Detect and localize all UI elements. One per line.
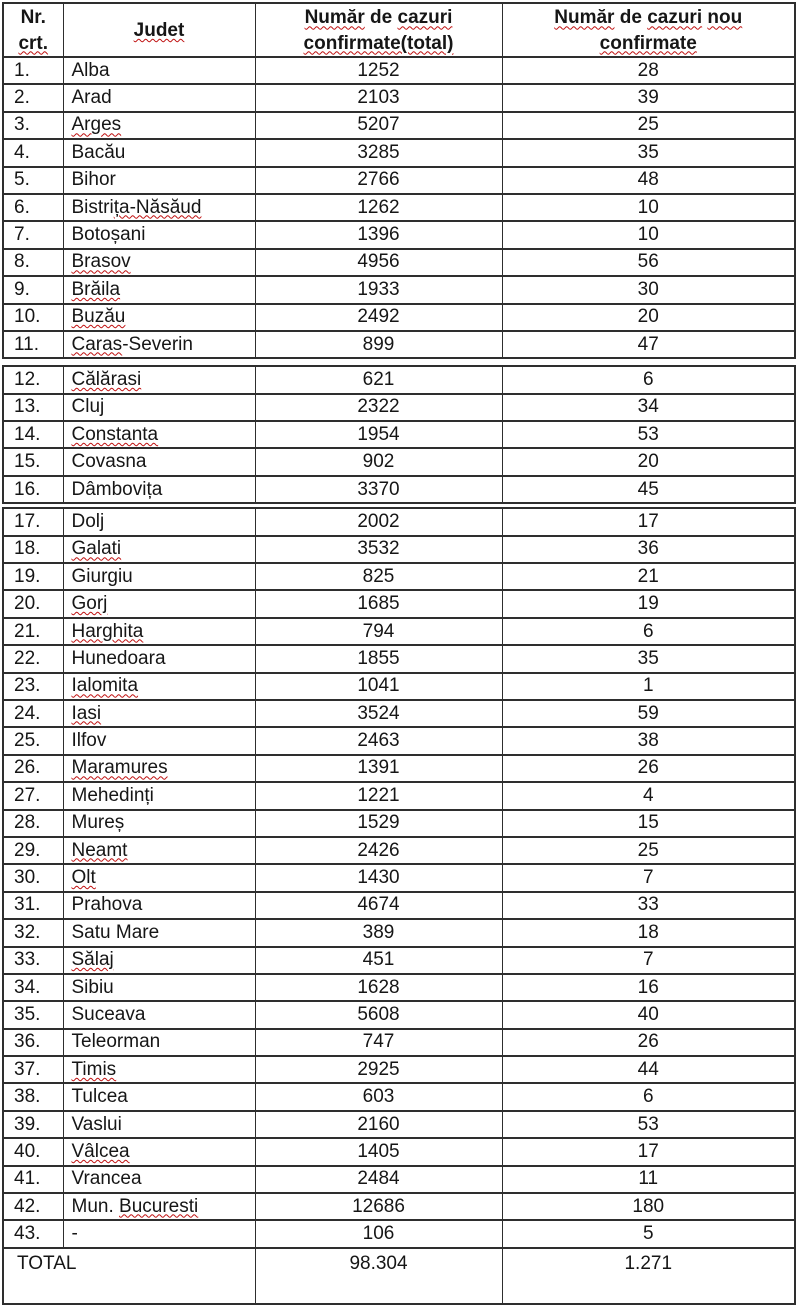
new-cases-cell: 48 (502, 167, 795, 194)
total-cases-cell: 1954 (255, 421, 502, 448)
table-row (3, 1193, 795, 1220)
total-cases-cell: 2426 (255, 837, 502, 864)
county-misspelled-text: Constanta (71, 423, 159, 445)
table-row (3, 276, 795, 303)
header-line (261, 31, 497, 56)
table-row (3, 331, 795, 358)
table-row (3, 810, 795, 837)
row-number-cell: 40. (3, 1138, 63, 1165)
county-cell (63, 194, 255, 221)
row-number-cell: 37. (3, 1056, 63, 1083)
new-cases-cell: 30 (502, 276, 795, 303)
county-text: Ilfov (71, 730, 107, 752)
row-number-cell: 9. (3, 276, 63, 303)
total-cases-cell: 5207 (255, 112, 502, 139)
new-cases-cell: 39 (502, 84, 795, 111)
table-row (3, 727, 795, 754)
total-cases-cell: 1855 (255, 645, 502, 672)
new-cases-cell: 44 (502, 1056, 795, 1083)
new-cases-cell: 35 (502, 139, 795, 166)
header-row (3, 3, 795, 57)
total-cases-cell: 621 (255, 366, 502, 393)
row-number-cell: 21. (3, 618, 63, 645)
table-row (3, 57, 795, 84)
row-number-cell: 36. (3, 1029, 63, 1056)
table-row (3, 755, 795, 782)
new-cases-cell: 53 (502, 421, 795, 448)
county-text: Mun. (71, 1195, 120, 1217)
new-cases-cell: 5 (502, 1220, 795, 1247)
row-number-cell: 19. (3, 563, 63, 590)
row-number-cell: 18. (3, 536, 63, 563)
new-cases-cell: 10 (502, 221, 795, 248)
total-cases-cell: 1405 (255, 1138, 502, 1165)
new-cases-cell: 17 (502, 508, 795, 535)
county-cell (63, 782, 255, 809)
county-text: Bihor (71, 169, 116, 191)
county-text: Mehedinți (71, 784, 154, 806)
new-cases-cell: 10 (502, 194, 795, 221)
new-cases-cell: 17 (502, 1138, 795, 1165)
header-misspelled-text: confirmate(total) (303, 32, 454, 54)
table-body (3, 57, 795, 358)
county-misspelled-text: Galati (71, 538, 122, 560)
county-cell (63, 221, 255, 248)
county-misspelled-text: Brasov (71, 251, 131, 273)
header-line (69, 18, 250, 43)
header-cell-new-cases (502, 3, 795, 57)
table-row (3, 782, 795, 809)
county-text: -Severin (122, 333, 193, 355)
total-cases-cell: 3524 (255, 700, 502, 727)
county-text: Mureș (71, 812, 125, 834)
county-cell (63, 673, 255, 700)
row-number-cell: 42. (3, 1193, 63, 1220)
new-cases-cell: 25 (502, 837, 795, 864)
total-cases-cell: 794 (255, 618, 502, 645)
row-number-cell: 35. (3, 1001, 63, 1028)
table-row (3, 508, 795, 535)
table-body (3, 366, 795, 503)
total-cases-cell: 1430 (255, 864, 502, 891)
row-number-cell: 20. (3, 590, 63, 617)
table-row (3, 194, 795, 221)
total-cases-cell: 2925 (255, 1056, 502, 1083)
total-cases-cell: 2463 (255, 727, 502, 754)
county-text: Tulcea (71, 1086, 128, 1108)
new-cases-cell: 35 (502, 645, 795, 672)
row-number-cell: 3. (3, 112, 63, 139)
total-cases-sum-cell: 98.304 (255, 1248, 502, 1304)
county-cell (63, 536, 255, 563)
row-number-cell: 31. (3, 892, 63, 919)
new-cases-cell: 16 (502, 974, 795, 1001)
table-row (3, 1220, 795, 1247)
row-number-cell: 26. (3, 755, 63, 782)
county-cell (63, 864, 255, 891)
table-row (3, 1138, 795, 1165)
new-cases-cell: 20 (502, 448, 795, 475)
table-row (3, 394, 795, 421)
row-number-cell: 11. (3, 331, 63, 358)
county-cell (63, 304, 255, 331)
total-cases-cell: 2160 (255, 1111, 502, 1138)
total-cases-cell: 1396 (255, 221, 502, 248)
total-cases-cell: 1628 (255, 974, 502, 1001)
county-cell (63, 1220, 255, 1247)
county-cell (63, 249, 255, 276)
table-row (3, 1166, 795, 1193)
county-text: Teleorman (71, 1031, 161, 1053)
county-cell (63, 112, 255, 139)
total-cases-cell: 2766 (255, 167, 502, 194)
county-cell (63, 394, 255, 421)
total-cases-cell: 603 (255, 1083, 502, 1110)
covid-cases-by-county-table (2, 2, 800, 1305)
row-number-cell: 30. (3, 864, 63, 891)
row-number-cell: 10. (3, 304, 63, 331)
row-number-cell: 6. (3, 194, 63, 221)
county-misspelled-text: Brăila (71, 278, 121, 300)
header-misspelled-text: Număr (554, 7, 615, 29)
new-cases-sum-cell: 1.271 (502, 1248, 795, 1304)
county-cell (63, 919, 255, 946)
header-cell-nr-crt (3, 3, 63, 57)
table-row (3, 892, 795, 919)
county-cell (63, 563, 255, 590)
row-number-cell: 7. (3, 221, 63, 248)
row-number-cell: 25. (3, 727, 63, 754)
new-cases-cell: 19 (502, 590, 795, 617)
new-cases-cell: 7 (502, 864, 795, 891)
header-text: Nr. (20, 7, 46, 29)
county-cell (63, 57, 255, 84)
total-cases-cell: 2002 (255, 508, 502, 535)
total-label-cell: TOTAL (3, 1248, 255, 1304)
header-line (261, 5, 497, 30)
total-cases-cell: 2484 (255, 1166, 502, 1193)
new-cases-cell: 40 (502, 1001, 795, 1028)
new-cases-cell: 7 (502, 947, 795, 974)
new-cases-cell: 18 (502, 919, 795, 946)
total-cases-cell: 1685 (255, 590, 502, 617)
county-cell (63, 476, 255, 503)
county-cell (63, 947, 255, 974)
header-cell-judet (63, 3, 255, 57)
row-number-cell: 22. (3, 645, 63, 672)
county-text: - (71, 1223, 78, 1245)
header-misspelled-text: Număr (304, 7, 365, 29)
row-number-cell: 29. (3, 837, 63, 864)
table-row (3, 673, 795, 700)
total-cases-cell: 4956 (255, 249, 502, 276)
table-header (3, 3, 795, 57)
total-cases-cell: 3532 (255, 536, 502, 563)
row-number-cell: 5. (3, 167, 63, 194)
total-cases-cell: 106 (255, 1220, 502, 1247)
row-number-cell: 15. (3, 448, 63, 475)
county-misspelled-text: Călărasi (71, 368, 142, 390)
total-cases-cell: 3370 (255, 476, 502, 503)
total-cases-cell: 4674 (255, 892, 502, 919)
county-cell (63, 892, 255, 919)
header-line (508, 31, 790, 56)
county-cell (63, 167, 255, 194)
total-cases-cell: 902 (255, 448, 502, 475)
row-number-cell: 13. (3, 394, 63, 421)
new-cases-cell: 33 (502, 892, 795, 919)
county-text: Bistri (71, 196, 114, 218)
county-misspelled-text: ța-Năsăud (113, 196, 202, 218)
county-cell (63, 331, 255, 358)
county-cell (63, 700, 255, 727)
county-misspelled-text: Sălaj (71, 949, 114, 971)
total-cases-cell: 747 (255, 1029, 502, 1056)
header-misspelled-text: Judet (133, 19, 185, 41)
new-cases-cell: 38 (502, 727, 795, 754)
total-cases-cell: 1933 (255, 276, 502, 303)
new-cases-cell: 15 (502, 810, 795, 837)
row-number-cell: 2. (3, 84, 63, 111)
row-number-cell: 33. (3, 947, 63, 974)
county-misspelled-text: Neamt (71, 839, 128, 861)
table-row (3, 167, 795, 194)
header-misspelled-text: cazuri (647, 7, 703, 29)
county-misspelled-text: Harghita (71, 620, 144, 642)
total-cases-cell: 5608 (255, 1001, 502, 1028)
new-cases-cell: 1 (502, 673, 795, 700)
county-cell (63, 1138, 255, 1165)
header-misspelled-text: nou (707, 7, 743, 29)
county-misspelled-text: Ialomita (71, 675, 139, 697)
row-number-cell: 39. (3, 1111, 63, 1138)
county-misspelled-text: Bucuresti (119, 1195, 199, 1217)
county-text: Sibiu (71, 976, 114, 998)
county-cell (63, 1166, 255, 1193)
table-row (3, 84, 795, 111)
county-misspelled-text: Iasi (71, 702, 102, 724)
row-number-cell: 14. (3, 421, 63, 448)
new-cases-cell: 59 (502, 700, 795, 727)
table-row (3, 249, 795, 276)
row-number-cell: 23. (3, 673, 63, 700)
new-cases-cell: 47 (502, 331, 795, 358)
header-line (508, 5, 790, 30)
table-row (3, 366, 795, 393)
new-cases-cell: 6 (502, 366, 795, 393)
new-cases-cell: 34 (502, 394, 795, 421)
row-number-cell: 38. (3, 1083, 63, 1110)
county-cell (63, 618, 255, 645)
new-cases-cell: 26 (502, 755, 795, 782)
header-line (9, 5, 58, 30)
county-cell (63, 1001, 255, 1028)
row-number-cell: 8. (3, 249, 63, 276)
table-section-3 (2, 507, 796, 1305)
header-text: de (614, 7, 648, 29)
county-cell (63, 1083, 255, 1110)
county-text: Arad (71, 87, 112, 109)
table-row (3, 837, 795, 864)
table-row (3, 590, 795, 617)
table-row (3, 221, 795, 248)
county-text: Giurgiu (71, 565, 133, 587)
table-row (3, 864, 795, 891)
county-misspelled-text: Maramures (71, 757, 168, 779)
county-cell (63, 974, 255, 1001)
table-row (3, 1056, 795, 1083)
total-cases-cell: 1221 (255, 782, 502, 809)
county-text: Satu Mare (71, 921, 160, 943)
county-misspelled-text: Vâlcea (71, 1140, 130, 1162)
new-cases-cell: 25 (502, 112, 795, 139)
county-text: Botoșani (71, 224, 146, 246)
county-text: Hunedoara (71, 647, 166, 669)
county-cell (63, 590, 255, 617)
header-cell-total-cases (255, 3, 502, 57)
county-cell (63, 508, 255, 535)
county-cell (63, 810, 255, 837)
county-cell (63, 1193, 255, 1220)
county-text: Dâmbovița (71, 478, 163, 500)
county-text: Suceava (71, 1003, 146, 1025)
total-cases-cell: 2322 (255, 394, 502, 421)
county-cell (63, 837, 255, 864)
table-section-1 (2, 2, 796, 359)
row-number-cell: 17. (3, 508, 63, 535)
header-text: de (364, 7, 398, 29)
table-row (3, 618, 795, 645)
county-misspelled-text: Caras (71, 333, 123, 355)
total-row (3, 1248, 795, 1304)
new-cases-cell: 6 (502, 1083, 795, 1110)
county-text: Bacău (71, 141, 126, 163)
row-number-cell: 32. (3, 919, 63, 946)
total-cases-cell: 1529 (255, 810, 502, 837)
county-misspelled-text: Buzău (71, 306, 126, 328)
table-row (3, 536, 795, 563)
county-cell (63, 366, 255, 393)
county-text: Prahova (71, 894, 143, 916)
new-cases-cell: 21 (502, 563, 795, 590)
total-cases-cell: 389 (255, 919, 502, 946)
county-misspelled-text: Gorj (71, 593, 108, 615)
header-misspelled-text: crt. (18, 32, 49, 54)
table-row (3, 1029, 795, 1056)
county-misspelled-text: Olt (71, 867, 96, 889)
table-row (3, 139, 795, 166)
county-cell (63, 755, 255, 782)
county-cell (63, 276, 255, 303)
table-row (3, 563, 795, 590)
county-cell (63, 421, 255, 448)
row-number-cell: 43. (3, 1220, 63, 1247)
total-cases-cell: 1041 (255, 673, 502, 700)
header-line (9, 31, 58, 56)
total-cases-cell: 1262 (255, 194, 502, 221)
table-row (3, 112, 795, 139)
table-row (3, 974, 795, 1001)
row-number-cell: 34. (3, 974, 63, 1001)
new-cases-cell: 36 (502, 536, 795, 563)
county-text: Covasna (71, 451, 147, 473)
county-misspelled-text: Arges (71, 114, 122, 136)
new-cases-cell: 28 (502, 57, 795, 84)
table-row (3, 1083, 795, 1110)
table-section-2 (2, 365, 796, 504)
row-number-cell: 27. (3, 782, 63, 809)
county-cell (63, 1056, 255, 1083)
table-row (3, 304, 795, 331)
county-text: Dolj (71, 510, 105, 532)
table-row (3, 448, 795, 475)
row-number-cell: 24. (3, 700, 63, 727)
county-cell (63, 139, 255, 166)
new-cases-cell: 180 (502, 1193, 795, 1220)
county-text: Vaslui (71, 1113, 122, 1135)
total-cases-cell: 1391 (255, 755, 502, 782)
county-cell (63, 1029, 255, 1056)
total-cases-cell: 3285 (255, 139, 502, 166)
new-cases-cell: 26 (502, 1029, 795, 1056)
table-body (3, 508, 795, 1304)
table-row (3, 1111, 795, 1138)
table-row (3, 919, 795, 946)
header-misspelled-text: confirmate (599, 32, 697, 54)
new-cases-cell: 45 (502, 476, 795, 503)
new-cases-cell: 11 (502, 1166, 795, 1193)
county-cell (63, 1111, 255, 1138)
total-cases-cell: 825 (255, 563, 502, 590)
new-cases-cell: 4 (502, 782, 795, 809)
row-number-cell: 41. (3, 1166, 63, 1193)
row-number-cell: 1. (3, 57, 63, 84)
new-cases-cell: 56 (502, 249, 795, 276)
row-number-cell: 12. (3, 366, 63, 393)
table-row (3, 421, 795, 448)
table-row (3, 1001, 795, 1028)
row-number-cell: 16. (3, 476, 63, 503)
total-cases-cell: 1252 (255, 57, 502, 84)
county-cell (63, 645, 255, 672)
total-cases-cell: 12686 (255, 1193, 502, 1220)
table-row (3, 645, 795, 672)
total-cases-cell: 2492 (255, 304, 502, 331)
total-cases-cell: 899 (255, 331, 502, 358)
total-cases-cell: 2103 (255, 84, 502, 111)
county-cell (63, 727, 255, 754)
county-text: Vrancea (71, 1168, 142, 1190)
new-cases-cell: 20 (502, 304, 795, 331)
new-cases-cell: 53 (502, 1111, 795, 1138)
total-cases-cell: 451 (255, 947, 502, 974)
county-cell (63, 84, 255, 111)
county-text: Cluj (71, 396, 105, 418)
county-text: Alba (71, 59, 110, 81)
new-cases-cell: 6 (502, 618, 795, 645)
header-misspelled-text: cazuri (397, 7, 453, 29)
row-number-cell: 4. (3, 139, 63, 166)
table-row (3, 700, 795, 727)
county-cell (63, 448, 255, 475)
county-misspelled-text: Timis (71, 1058, 117, 1080)
table-row (3, 947, 795, 974)
row-number-cell: 28. (3, 810, 63, 837)
table-row (3, 476, 795, 503)
